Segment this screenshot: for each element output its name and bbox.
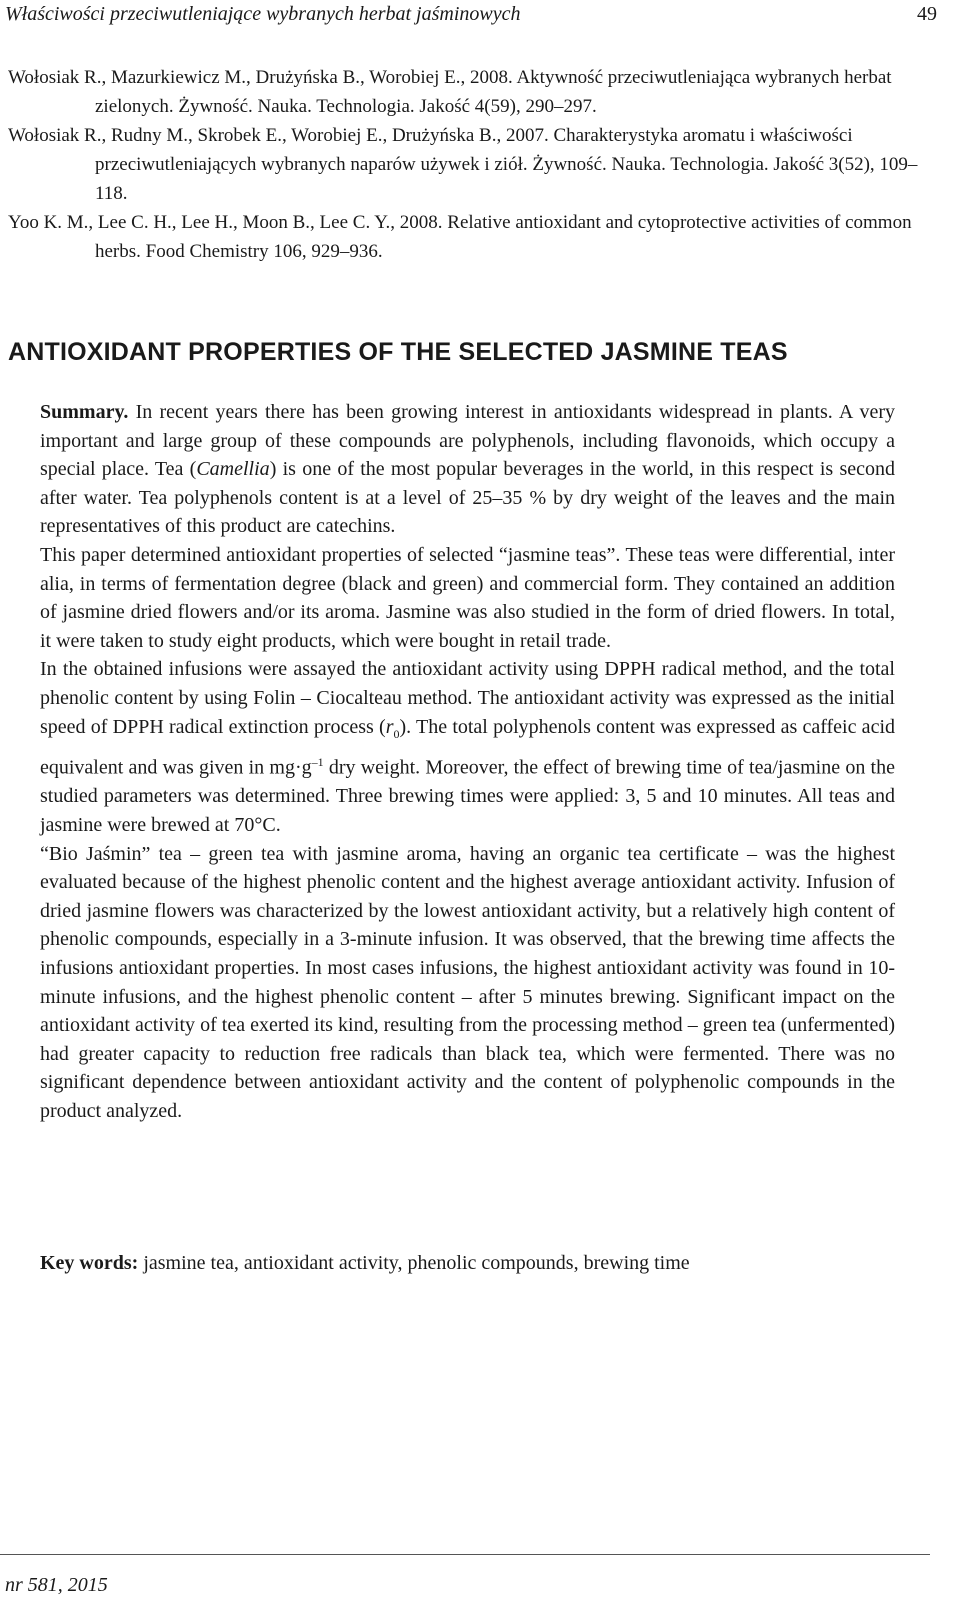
keywords-text: jasmine tea, antioxidant activity, phenolic compounds, brewing time (138, 1252, 690, 1274)
reference-item (8, 208, 938, 266)
english-title: ANTIOXIDANT PROPERTIES OF THE SELECTED JASMINE TEAS (8, 338, 788, 366)
keywords-label: Key words: (40, 1252, 139, 1274)
summary-italic: Camellia (196, 458, 270, 481)
summary-paragraph: This paper determined antioxidant properties of selected “jasmine teas”. These teas were differential, inter alia, in terms of fermentation degree (black and green) and commercial form. They contained an addition of jasmine dried flowers and/or its aroma. Jasmine was also studied in the form of dried flowers. In total, it were taken to study eight products, which were bought in retail trade. (40, 543, 895, 652)
page-number: 49 (917, 3, 937, 25)
summary-text: ) is one of the most popular beverages in the world, in this respect is second after water. Tea polyphenols content is at a level of 25–35 % by dry weight of the leaves and the main representatives of this product are catechins. (40, 458, 895, 538)
running-header (5, 0, 960, 30)
footer-issue: nr 581, 2015 (5, 1574, 108, 1596)
summary-paragraph (40, 398, 895, 541)
summary-subscript: 0 (393, 726, 400, 741)
summary-text: In the obtained infusions were assayed the antioxidant activity using DPPH radical method, and the total phenolic content by using Folin – Ciocalteau method. The antioxidant activity was expressed as the initial speed of DPPH radical extinction process ( (40, 658, 895, 738)
summary-paragraph: “Bio Jaśmin” tea – green tea with jasmine aroma, having an organic tea certificate – was the highest evaluated because of the highest phenolic content and the highest average antioxidant activity. Infusion of dried jasmine flowers was characterized by the lowest antioxidant activity, but a relatively high content of phenolic compounds, especially in a 3-minute infusion. It was observed, that the brewing time affects the infusions antioxidant properties. In most cases infusions, the highest antioxidant activity was found in 10-minute infusions, and the highest phenolic content – after 5 minutes brewing. Significant impact on the antioxidant activity of tea exerted its kind, resulting from the processing method – green tea (unfermented) had greater capacity to reduction free radicals than black tea, which were fermented. There was no significant dependence between antioxidant activity and the content of polyphenolic compounds in the product analyzed. (40, 842, 895, 1122)
reference-list (8, 63, 938, 266)
reference-item (8, 63, 938, 121)
summary-label: Summary. (40, 401, 129, 423)
summary-section (40, 398, 895, 1126)
reference-text: Wołosiak R., Mazurkiewicz M., Drużyńska B., Worobiej E., 2008. Aktywność przeciwutleniająca wybranych herbat zielonych. Żywność. Nauka. Technologia. Jakość 4(59), 290–297. (8, 67, 892, 117)
summary-text: In recent years there has been growing interest in antioxidants widespread in plants. A very important and large group of these compounds are polyphenols, including flavonoids, which occupy a special place. Tea ( (40, 401, 895, 481)
footer-divider (0, 1554, 930, 1555)
summary-text: dry weight. Moreover, the effect of brewing time of tea/jasmine on the studied parameters was determined. Three brewing times were applied: 3, 5 and 10 minutes. All teas and jasmine were brewed at 70°C. (40, 756, 895, 836)
summary-italic: r (385, 715, 394, 738)
running-header-title: Właściwości przeciwutleniające wybranych herbat jaśminowych (5, 3, 521, 25)
reference-text: Wołosiak R., Rudny M., Skrobek E., Worobiej E., Drużyńska B., 2007. Charakterystyka aromatu i właściwości przeciwutleniających wybranych naparów używek i ziół. Żywność. Nauka. Technologia. Jakość 3(52), 109–118. (8, 125, 918, 204)
reference-item (8, 121, 938, 208)
summary-paragraph (40, 655, 895, 839)
reference-text: Yoo K. M., Lee C. H., Lee H., Moon B., Lee C. Y., 2008. Relative antioxidant and cytoprotective activities of common herbs. Food Chemistry 106, 929–936. (8, 212, 912, 262)
summary-superscript: –1 (311, 755, 324, 770)
summary-text: ). The total polyphenols content was expressed as caffeic acid equivalent and was given in mg·g (40, 715, 895, 779)
keywords (40, 1249, 900, 1278)
